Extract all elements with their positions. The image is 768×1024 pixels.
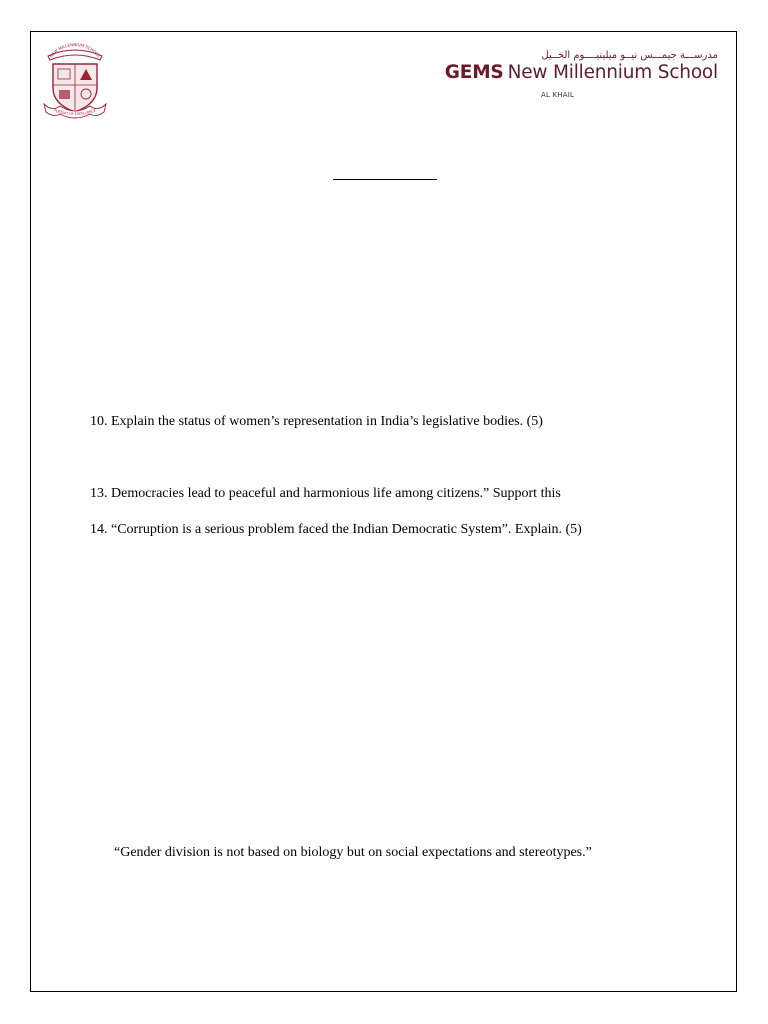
school-name-arabic: مدرســـة جيمـــس نيــو ميلينيــــوم الخــيل: [541, 50, 718, 61]
gender-quote: “Gender division is not based on biology but on social expectations and stereotypes.”: [114, 845, 592, 860]
school-crest-icon: [40, 42, 110, 120]
school-name: [445, 62, 718, 83]
school-name-text: New Millennium School: [507, 62, 718, 83]
title-underline: [333, 179, 437, 180]
crest-motto: PURSUIT OF EXCELLENCE: [53, 108, 97, 117]
brand-name: GEMS: [444, 62, 504, 83]
crest-top-text: NEW MILLENNIUM SCHOOL: [48, 42, 102, 59]
question-13: 13. Democracies lead to peaceful and harmonious life among citizens.” Support this: [90, 486, 561, 501]
question-14: 14. “Corruption is a serious problem faced the Indian Democratic System”. Explain. (5): [90, 522, 582, 537]
question-10: 10. Explain the status of women’s representation in India’s legislative bodies. (5): [90, 414, 543, 429]
school-logo: [444, 40, 726, 115]
school-branch: AL KHAIL: [541, 91, 575, 99]
